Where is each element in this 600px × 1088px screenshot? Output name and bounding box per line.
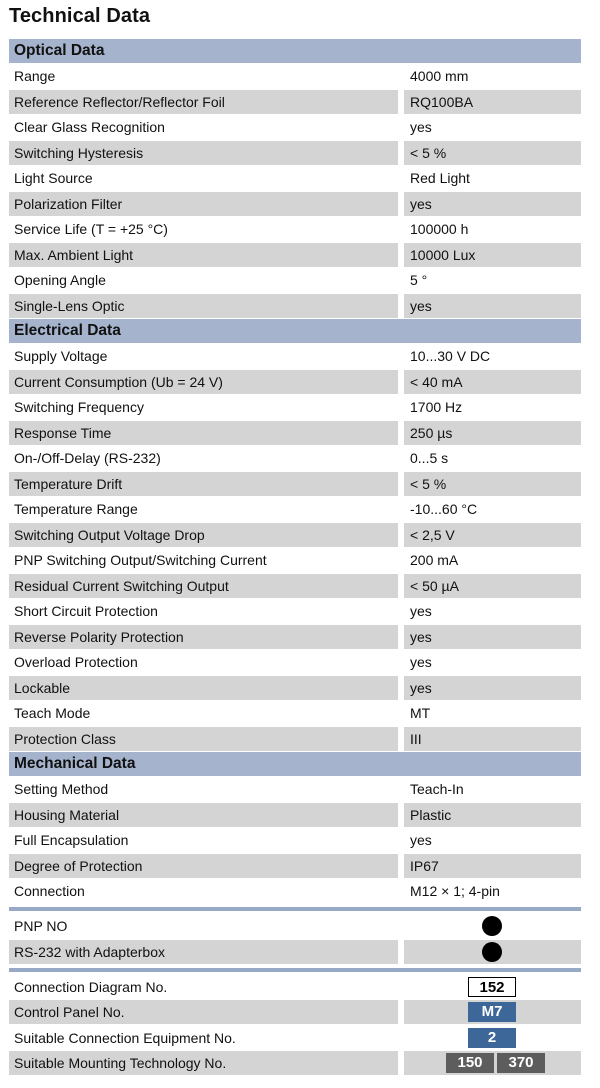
spec-value: yes — [404, 294, 581, 318]
spec-label: Range — [14, 68, 56, 84]
technical-data-table — [9, 38, 581, 1077]
spec-row — [9, 523, 581, 547]
connection-diagram-row — [9, 975, 581, 999]
spec-label: Single-Lens Optic — [9, 294, 398, 318]
optical-rows — [9, 64, 581, 318]
connection-equipment-label: Suitable Connection Equipment No. — [14, 1029, 236, 1046]
spec-value: M12 × 1; 4-pin — [410, 883, 500, 899]
spec-row — [9, 727, 581, 751]
spec-value: 10000 Lux — [404, 243, 581, 267]
spec-value: RQ100BA — [404, 90, 581, 114]
section-header-mechanical: Mechanical Data — [9, 752, 581, 776]
section-divider — [9, 907, 581, 911]
mounting-technology-badge: 150 — [446, 1053, 494, 1073]
control-panel-row — [9, 1000, 581, 1024]
spec-label: Max. Ambient Light — [9, 243, 398, 267]
spec-label: Housing Material — [9, 803, 398, 827]
spec-value: < 40 mA — [404, 370, 581, 394]
spec-value: yes — [410, 119, 432, 135]
spec-label: Degree of Protection — [9, 854, 398, 878]
output-label: PNP NO — [14, 918, 68, 934]
filled-circle-icon — [482, 916, 502, 936]
output-row-pnp-no — [9, 914, 581, 938]
output-label: RS-232 with Adapterbox — [9, 940, 398, 964]
spec-label: Clear Glass Recognition — [14, 119, 165, 135]
spec-label: Switching Output Voltage Drop — [9, 523, 398, 547]
spec-row — [9, 472, 581, 496]
mounting-technology-row — [9, 1051, 581, 1075]
spec-label: Residual Current Switching Output — [9, 574, 398, 598]
page-title: Technical Data — [9, 5, 151, 27]
section-header-electrical: Electrical Data — [9, 319, 581, 343]
spec-row — [9, 344, 581, 368]
spec-row — [9, 879, 581, 903]
spec-row — [9, 90, 581, 114]
spec-value: Plastic — [404, 803, 581, 827]
spec-row — [9, 828, 581, 852]
spec-row — [9, 548, 581, 572]
spec-row — [9, 115, 581, 139]
spec-row — [9, 370, 581, 394]
spec-row — [9, 777, 581, 801]
spec-label: Light Source — [14, 170, 93, 186]
spec-label: Switching Frequency — [14, 399, 144, 415]
electrical-rows — [9, 344, 581, 751]
spec-row — [9, 166, 581, 190]
spec-label: Protection Class — [9, 727, 398, 751]
connection-diagram-badge: 152 — [468, 977, 516, 997]
spec-value: 10...30 V DC — [410, 348, 491, 364]
spec-label: Supply Voltage — [14, 348, 108, 364]
spec-row — [9, 599, 581, 623]
output-row-rs232 — [9, 940, 581, 964]
spec-row — [9, 854, 581, 878]
spec-label: Teach Mode — [14, 705, 91, 721]
spec-value: Red Light — [410, 170, 470, 186]
spec-row — [9, 64, 581, 88]
spec-value: MT — [410, 705, 431, 721]
spec-label: Polarization Filter — [9, 192, 398, 216]
spec-label: Reference Reflector/Reflector Foil — [9, 90, 398, 114]
spec-value: 0...5 s — [410, 450, 449, 466]
spec-label: Connection — [14, 883, 85, 899]
spec-value: < 50 µA — [404, 574, 581, 598]
spec-value: 1700 Hz — [410, 399, 463, 415]
spec-row — [9, 421, 581, 445]
spec-row — [9, 625, 581, 649]
spec-row — [9, 395, 581, 419]
spec-label: Setting Method — [14, 781, 109, 797]
spec-label: Current Consumption (Ub = 24 V) — [9, 370, 398, 394]
spec-label: PNP Switching Output/Switching Current — [14, 552, 267, 568]
spec-value: yes — [410, 654, 432, 670]
spec-value: yes — [404, 625, 581, 649]
spec-label: Response Time — [9, 421, 398, 445]
spec-row — [9, 243, 581, 267]
spec-value: 200 mA — [410, 552, 459, 568]
spec-label: Full Encapsulation — [14, 832, 129, 848]
spec-label: Overload Protection — [14, 654, 138, 670]
spec-label: Short Circuit Protection — [14, 603, 158, 619]
spec-label: Reverse Polarity Protection — [9, 625, 398, 649]
spec-value: yes — [410, 832, 432, 848]
spec-value: 4000 mm — [410, 68, 469, 84]
spec-row — [9, 574, 581, 598]
spec-value: yes — [410, 603, 432, 619]
spec-value: IP67 — [404, 854, 581, 878]
spec-value: 100000 h — [410, 221, 469, 237]
spec-value: < 5 % — [404, 472, 581, 496]
mounting-technology-badge: 370 — [497, 1053, 545, 1073]
section-header-optical: Optical Data — [9, 39, 581, 63]
spec-value: Teach-In — [410, 781, 464, 797]
spec-label: Switching Hysteresis — [9, 141, 398, 165]
spec-row — [9, 141, 581, 165]
spec-row — [9, 650, 581, 674]
spec-label: On-/Off-Delay (RS-232) — [14, 450, 161, 466]
spec-row — [9, 192, 581, 216]
spec-label: Temperature Drift — [9, 472, 398, 496]
spec-value: < 5 % — [404, 141, 581, 165]
spec-value: -10...60 °C — [410, 501, 478, 517]
spec-value: III — [404, 727, 581, 751]
spec-row — [9, 268, 581, 292]
spec-row — [9, 701, 581, 725]
connection-equipment-row — [9, 1026, 581, 1050]
spec-row — [9, 497, 581, 521]
spec-row — [9, 446, 581, 470]
spec-row — [9, 294, 581, 318]
spec-label: Service Life (T = +25 °C) — [14, 221, 168, 237]
connection-diagram-label: Connection Diagram No. — [14, 978, 168, 995]
spec-label: Opening Angle — [14, 272, 106, 288]
mechanical-rows — [9, 777, 581, 903]
spec-label: Lockable — [9, 676, 398, 700]
section-divider — [9, 968, 581, 972]
spec-value: < 2,5 V — [404, 523, 581, 547]
control-panel-label: Control Panel No. — [9, 1000, 398, 1024]
mounting-technology-label: Suitable Mounting Technology No. — [9, 1051, 398, 1075]
spec-value: yes — [404, 192, 581, 216]
filled-circle-icon — [482, 942, 502, 962]
spec-value: 5 ° — [410, 272, 428, 288]
spec-row — [9, 803, 581, 827]
control-panel-badge: M7 — [468, 1002, 516, 1022]
spec-row — [9, 676, 581, 700]
spec-value: yes — [404, 676, 581, 700]
spec-value: 250 µs — [404, 421, 581, 445]
spec-label: Temperature Range — [14, 501, 138, 517]
spec-row — [9, 217, 581, 241]
connection-equipment-badge: 2 — [468, 1028, 516, 1048]
